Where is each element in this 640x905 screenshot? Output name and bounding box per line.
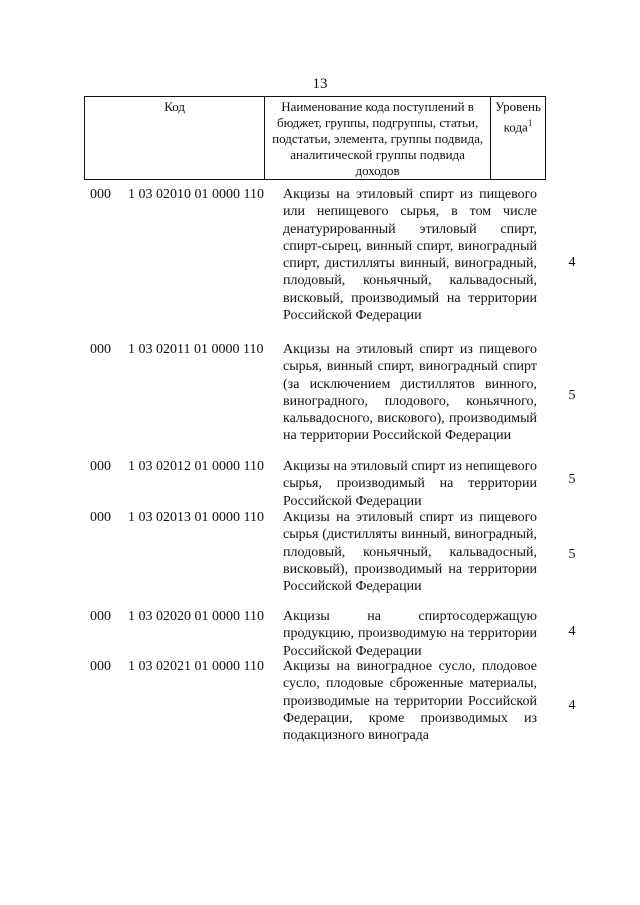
code-level: 5 (568, 472, 576, 487)
admin-code: 000 (90, 659, 111, 674)
header-level-label: Уровень кода (495, 99, 541, 135)
admin-code: 000 (90, 609, 111, 624)
header-code-cell (85, 97, 265, 180)
admin-code: 000 (90, 187, 111, 202)
admin-code: 000 (90, 459, 111, 474)
code-level: 5 (568, 547, 576, 562)
admin-code: 000 (90, 510, 111, 525)
revenue-name: Акцизы на этиловый спирт из непищевого сырья, производимый на территории Российской Федерации (283, 459, 537, 509)
revenue-code: 1 03 02010 01 0000 110 (128, 187, 264, 202)
header-level-cell (491, 97, 546, 180)
code-level: 5 (568, 388, 576, 403)
revenue-name: Акцизы на этиловый спирт из пищевого сырья, винный спирт, виноградный спирт (за исключением дистиллятов винного, виноградного, плодового, коньячного, кальвадосного, вискового), производимый на территории Российской Федерации (283, 342, 537, 444)
code-level: 4 (568, 698, 576, 713)
revenue-name: Акцизы на этиловый спирт из пищевого сырья (дистилляты винный, виноградный, плодовый, коньячный, кальвадосный, висковый), производимый на территории Российской Федерации (283, 510, 537, 595)
revenue-code: 1 03 02012 01 0000 110 (128, 459, 264, 474)
revenue-code: 1 03 02011 01 0000 110 (128, 342, 264, 357)
code-level: 4 (568, 255, 576, 270)
revenue-code: 1 03 02021 01 0000 110 (128, 659, 264, 674)
revenue-name: Акцизы на этиловый спирт из пищевого или непищевого сырья, в том числе денатурированный этиловый спирт, спирт-сырец, винный спирт, виноградный спирт, дистилляты винный, виноградный, плодовый, коньячный, кальвадосный, висковый, производимый на территории Российской Федерации (283, 187, 537, 324)
header-level-footnote: 1 (527, 118, 533, 128)
revenue-name: Акцизы на виноградное сусло, плодовое сусло, плодовые сброженные материалы, производимые на территории Российской Федерации, кроме производимых из подакцизного винограда (283, 659, 537, 744)
page-number: 13 (312, 76, 328, 92)
code-level: 4 (568, 624, 576, 639)
revenue-code: 1 03 02020 01 0000 110 (128, 609, 264, 624)
table-header (84, 96, 546, 180)
revenue-code: 1 03 02013 01 0000 110 (128, 510, 264, 525)
revenue-name: Акцизы на спиртосодержащую продукцию, производимую на территории Российской Федерации (283, 609, 537, 659)
admin-code: 000 (90, 342, 111, 357)
header-name-cell (265, 97, 491, 180)
header-name-label: Наименование кода поступлений в бюджет, группы, подгруппы, статьи, подстатьи, элемента, группы подвида, аналитической группы подвида доходов (272, 99, 484, 178)
header-code-label: Код (164, 99, 185, 114)
